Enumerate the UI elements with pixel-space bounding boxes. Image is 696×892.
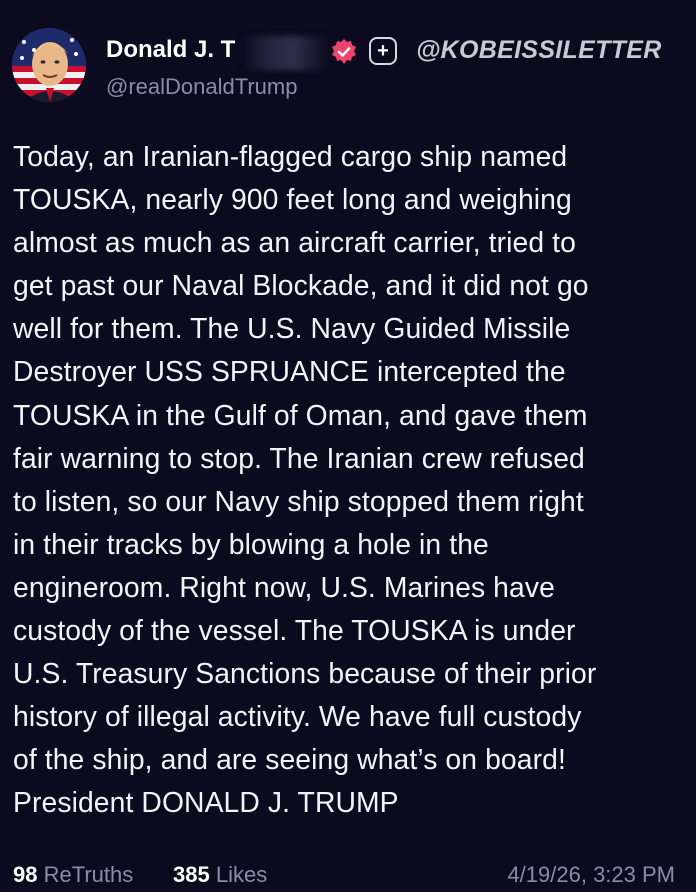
post-line: history of illegal activity. We have full custody [13,700,582,733]
likes-count: 385 [173,862,210,887]
post-line: to listen, so our Navy ship stopped them right [13,484,584,517]
retruths-stat[interactable] [13,862,133,888]
post-line: fair warning to stop. The Iranian crew refused [13,441,585,474]
post-line: TOUSKA, nearly 900 feet long and weighing [13,183,572,216]
verified-badge-icon [330,38,358,66]
follow-plus-button[interactable]: + [369,37,397,65]
post-line: get past our Naval Blockade, and it did not go [13,269,589,302]
avatar[interactable] [12,28,86,102]
post-footer [13,862,685,892]
watermark-text: @KOBEISSILETTER [416,36,662,64]
post-line: Destroyer USS SPRUANCE intercepted the [13,355,566,388]
post-line: well for them. The U.S. Navy Guided Missile [13,312,571,345]
post-line: U.S. Treasury Sanctions because of their prior [13,657,597,690]
post-body [13,135,685,825]
post-line: Today, an Iranian-flagged cargo ship named [13,140,568,172]
likes-label: Likes [215,862,268,887]
post-line: TOUSKA in the Gulf of Oman, and gave them [13,398,588,431]
post-line: of the ship, and are seeing what’s on board! [13,743,566,776]
avatar-image [12,28,86,102]
post-line: President DONALD J. TRUMP [13,786,399,819]
post-timestamp[interactable]: 4/19/26, 3:23 PM [507,862,675,887]
post-line: in their tracks by blowing a hole in the [13,527,489,560]
post-header [12,28,684,104]
post-line: engineroom. Right now, U.S. Marines have [13,570,555,603]
post-line: almost as much as an aircraft carrier, tried to [13,226,576,259]
post-line: custody of the vessel. The TOUSKA is under [13,614,576,647]
retruths-count: 98 [13,862,38,887]
user-handle[interactable]: @realDonaldTrump [106,74,298,99]
likes-stat[interactable] [173,862,267,888]
retruths-label: ReTruths [43,862,134,887]
obscured-name-overlay [242,36,328,70]
display-name[interactable]: Donald J. T [106,36,236,63]
